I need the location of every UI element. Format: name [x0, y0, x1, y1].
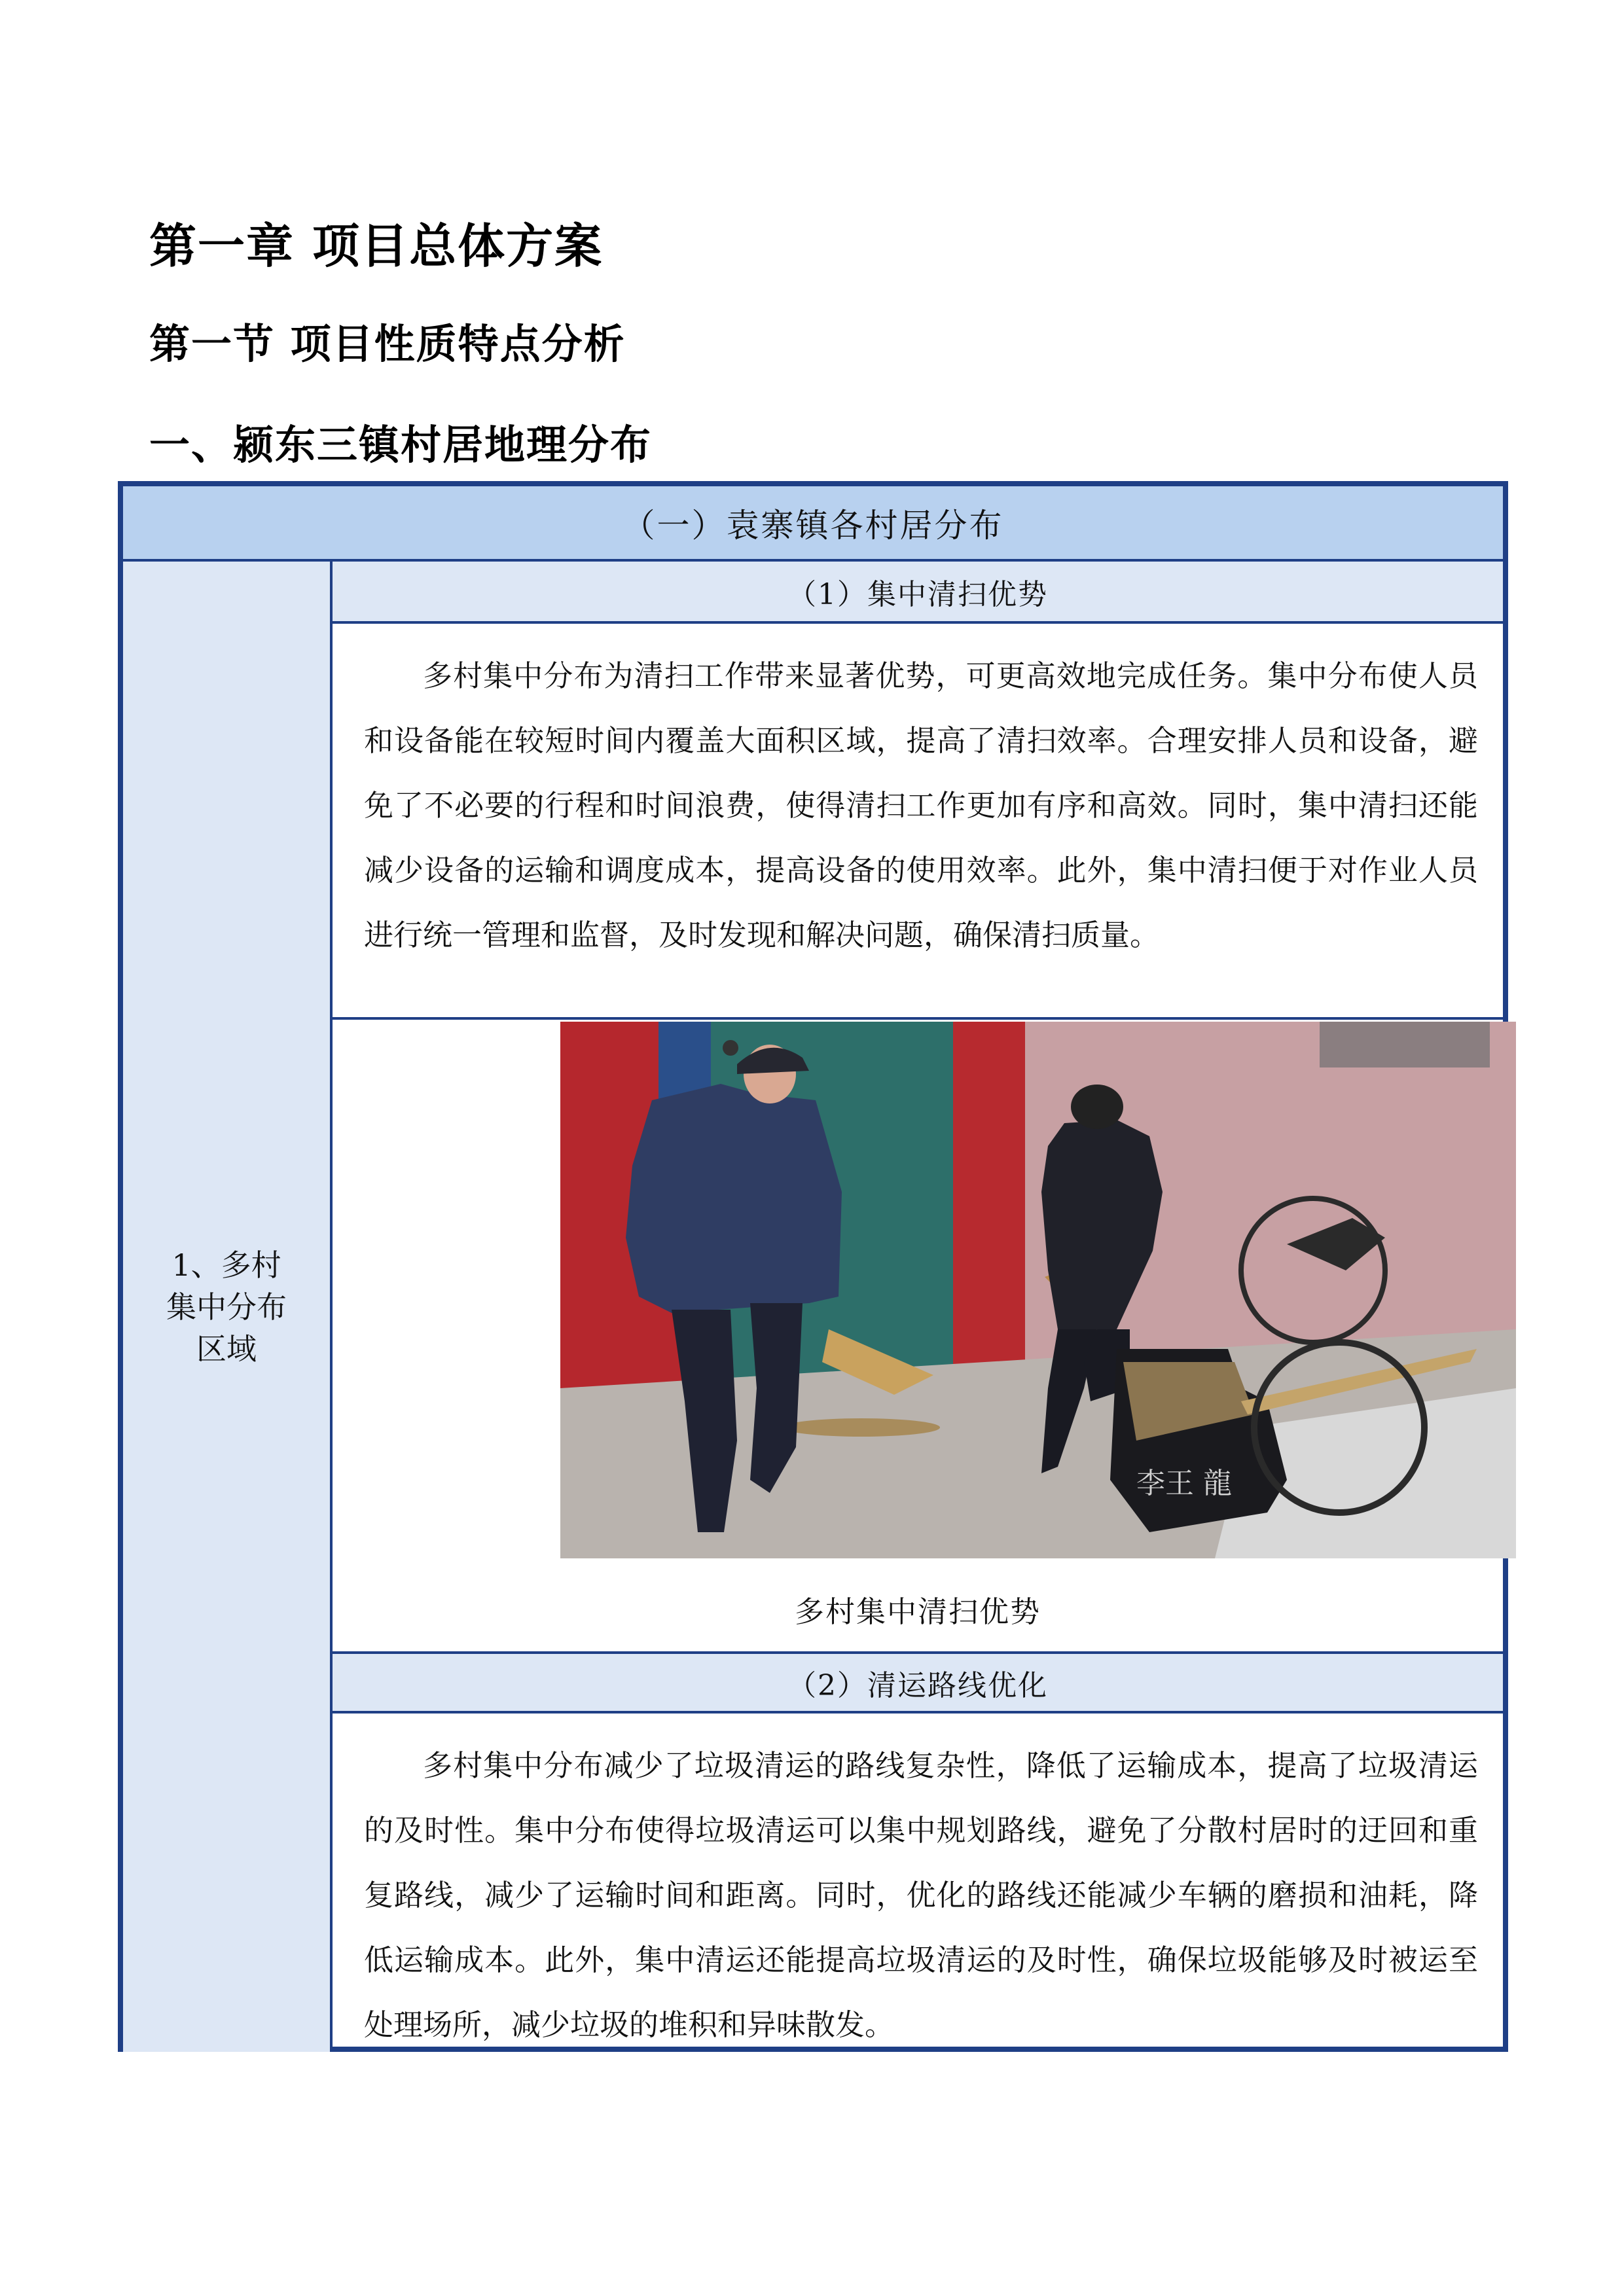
- photo-caption: 多村集中清扫优势: [794, 1594, 1041, 1629]
- item1-body-cell: [333, 624, 1503, 1020]
- row-label: 1、多村集中分布区域: [166, 1247, 287, 1367]
- item2-body-cell: [333, 1713, 1503, 2052]
- row-label-cell: [123, 562, 333, 2052]
- item1-body: 多村集中分布为清扫工作带来显著优势，可更高效地完成任务。集中分布使人员和设备能在较短时间内覆盖大面积区域，提高了清扫效率。合理安排人员和设备，避免了不必要的行程和时间浪费，使得清扫工作更加有序和高效。同时，集中清扫还能减少设备的运输和调度成本，提高设备的使用效率。此外，集中清扫便于对作业人员进行统一管理和监督，及时发现和解决问题，确保清扫质量。: [364, 658, 1478, 952]
- distribution-table: [118, 481, 1508, 2052]
- photo-cell: [333, 1020, 1503, 1651]
- item2-title: （2）清运路线优化: [333, 1651, 1503, 1713]
- subsection-title: 一、颍东三镇村居地理分布: [149, 421, 653, 469]
- street-sweeping-photo: [560, 1022, 1516, 1558]
- item1-title: （1）集中清扫优势: [333, 562, 1503, 624]
- cart-text: 李王 龍: [1136, 1467, 1232, 1500]
- section-title: 第一节 项目性质特点分析: [149, 320, 626, 368]
- table-header: （一）袁寨镇各村居分布: [123, 486, 1503, 562]
- chapter-title: 第一章 项目总体方案: [149, 219, 604, 274]
- item2-body: 多村集中分布减少了垃圾清运的路线复杂性，降低了运输成本，提高了垃圾清运的及时性。集中分布使得垃圾清运可以集中规划路线，避免了分散村居时的迂回和重复路线，减少了运输时间和距离。同时，优化的路线还能减少车辆的磨损和油耗，降低运输成本。此外，集中清运还能提高垃圾清运的及时性，确保垃圾能够及时被运至处理场所，减少垃圾的堆积和异味散发。: [364, 1748, 1478, 2042]
